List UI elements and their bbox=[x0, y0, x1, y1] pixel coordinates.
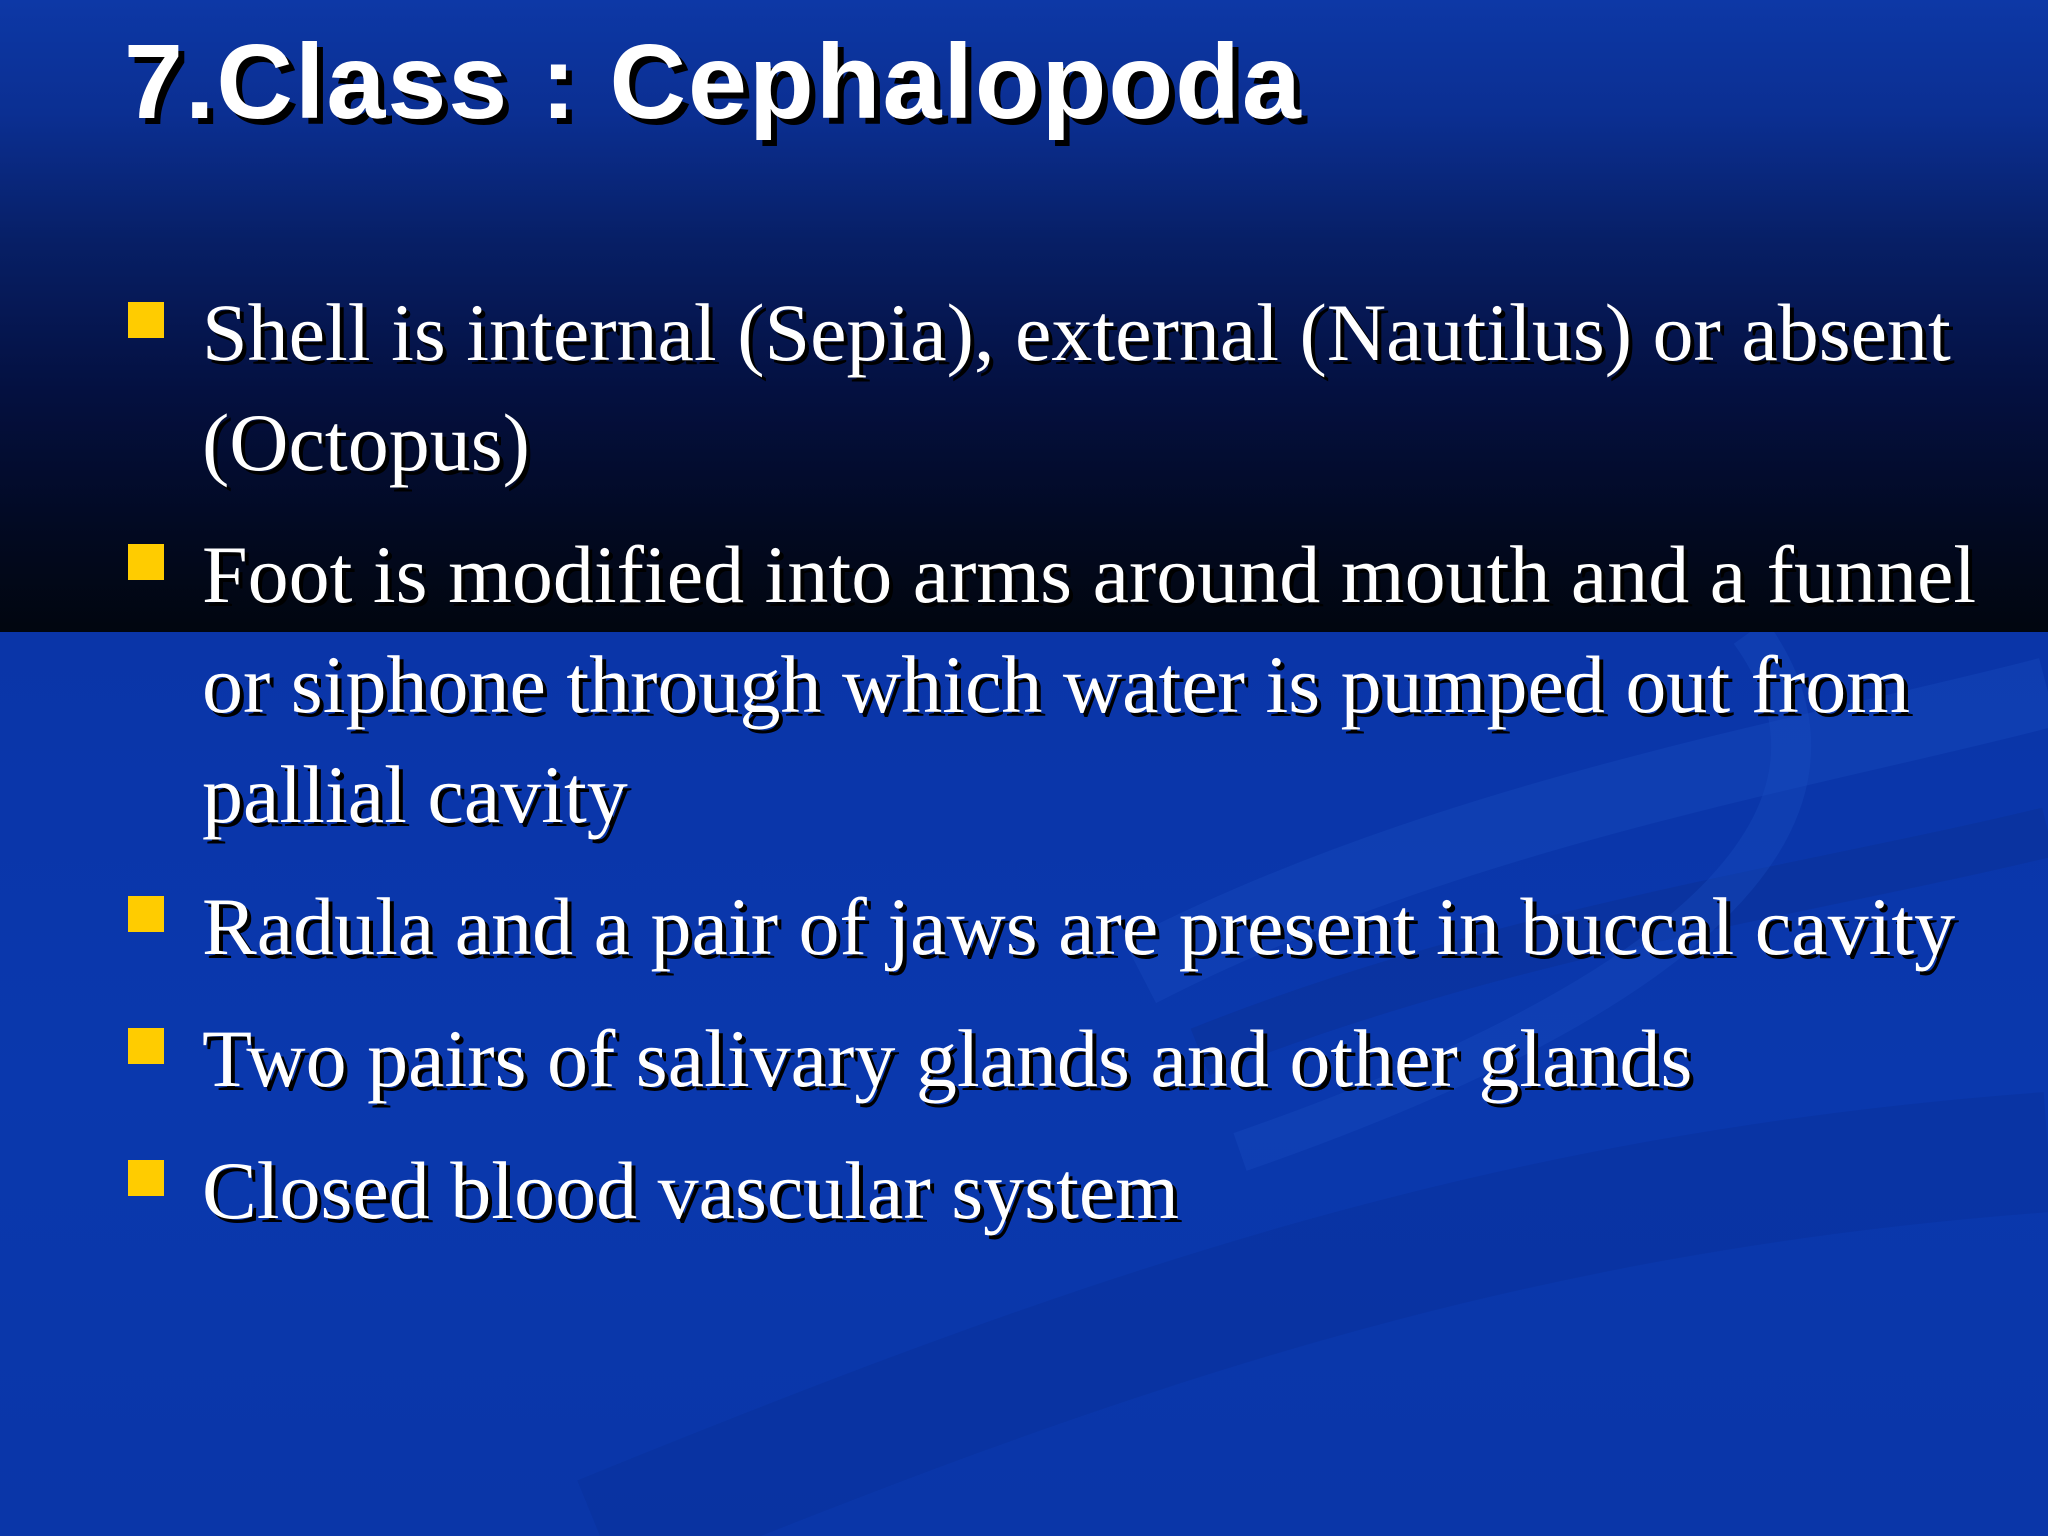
square-bullet-icon bbox=[128, 544, 164, 580]
square-bullet-icon bbox=[128, 1160, 164, 1196]
slide-title: 7.Class : Cephalopoda bbox=[124, 23, 1303, 141]
bullet-text: Radula and a pair of jaws are present in buccal cavity bbox=[202, 881, 1956, 972]
bullet-item bbox=[126, 278, 1986, 498]
square-bullet-icon bbox=[128, 302, 164, 338]
square-bullet-icon bbox=[128, 896, 164, 932]
bullet-text: Two pairs of salivary glands and other glands bbox=[202, 1013, 1693, 1104]
bullet-item bbox=[126, 1136, 1986, 1246]
bullet-text: Closed blood vascular system bbox=[202, 1145, 1180, 1236]
bullet-list bbox=[126, 278, 1986, 1246]
bullet-text: Shell is internal (Sepia), external (Nautilus) or absent (Octopus) bbox=[202, 287, 1951, 488]
bullet-item bbox=[126, 1004, 1986, 1114]
bullet-text: Foot is modified into arms around mouth and a funnel or siphone through which water is pumped out from pallial cavity bbox=[202, 529, 1977, 840]
bullet-item bbox=[126, 872, 1986, 982]
bullet-item bbox=[126, 520, 1986, 850]
square-bullet-icon bbox=[128, 1028, 164, 1064]
